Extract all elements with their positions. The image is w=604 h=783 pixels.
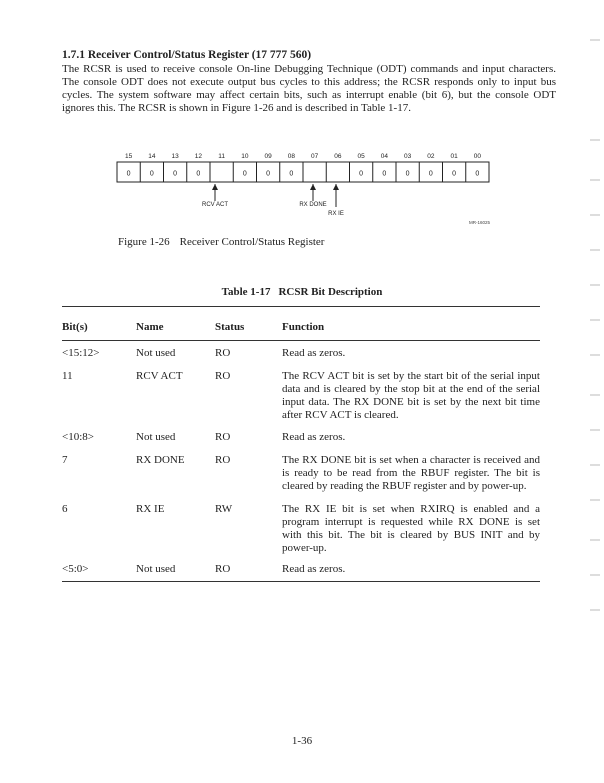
row-2-function: The RCV ACT bit is set by the start bit of the serial input data and is cleared by the stop bit at the end of the serial input data. The RX DONE bit is set by the next bit time after RCV ACT is cleared. <box>282 370 540 421</box>
bit-number-03: 03 <box>404 153 412 160</box>
row-3-function: Read as zeros. <box>282 431 346 443</box>
header-status: Status <box>215 321 245 333</box>
row-6-name: Not used <box>136 563 176 575</box>
row-5-status: RW <box>215 503 233 515</box>
row-1-name: Not used <box>136 347 176 359</box>
cell-value-bit-04: 0 <box>382 170 387 178</box>
bit-number-11: 11 <box>218 153 225 160</box>
header-name: Name <box>136 321 164 333</box>
rx-ie-label: RX IE <box>328 211 344 217</box>
header-bits: Bit(s) <box>62 321 88 333</box>
bit-number-10: 10 <box>241 153 249 160</box>
section-heading: 1.7.1 Receiver Control/Status Register (17 777 560) <box>62 49 312 61</box>
row-5-function: The RX IE bit is set when RXIRQ is enabled and a program interrupt is requested while RX DONE is set with this bit. The bit is cleared by BUS INIT and by power-up. <box>282 503 540 554</box>
bit-number-01: 01 <box>450 153 458 160</box>
bit-number-12: 12 <box>194 153 202 160</box>
row-3-bits: <10:8> <box>62 431 94 443</box>
figure-caption-number: Figure 1-26 <box>118 236 170 248</box>
figure-code: MR-16025 <box>468 220 490 225</box>
row-1-bits: <15:12> <box>62 347 100 359</box>
row-4-bits: 7 <box>62 454 68 466</box>
row-1-status: RO <box>215 347 231 359</box>
bit-number-09: 09 <box>264 153 272 160</box>
figure-caption-title: Receiver Control/Status Register <box>179 236 325 248</box>
cell-value-bit-09: 0 <box>266 170 271 178</box>
row-5-name: RX IE <box>136 503 165 515</box>
bit-number-07: 07 <box>311 153 319 160</box>
row-6-bits: <5:0> <box>62 563 89 575</box>
header-function: Function <box>282 321 325 333</box>
cell-value-bit-03: 0 <box>405 170 410 178</box>
bit-number-06: 06 <box>334 153 342 160</box>
cell-value-bit-13: 0 <box>173 170 178 178</box>
row-6-status: RO <box>215 563 231 575</box>
rx-done-label: RX DONE <box>299 202 327 208</box>
row-4-name: RX DONE <box>136 454 185 466</box>
bit-number-08: 08 <box>287 153 295 160</box>
cell-value-bit-02: 0 <box>428 170 433 178</box>
row-6-function: Read as zeros. <box>282 563 346 575</box>
bit-number-00: 00 <box>473 153 481 160</box>
row-2-bits: 11 <box>62 370 73 382</box>
table-number: Table 1-17 <box>221 286 271 298</box>
cell-value-bit-08: 0 <box>289 170 294 178</box>
row-1-function: Read as zeros. <box>282 347 346 359</box>
cell-value-bit-14: 0 <box>149 170 154 178</box>
page-number: 1-36 <box>291 735 313 747</box>
bit-number-14: 14 <box>148 153 156 160</box>
table-title-text: RCSR Bit Description <box>278 286 383 298</box>
row-5-bits: 6 <box>62 503 68 515</box>
bit-number-02: 02 <box>427 153 435 160</box>
cell-value-bit-01: 0 <box>452 170 457 178</box>
row-4-status: RO <box>215 454 231 466</box>
cell-value-bit-15: 0 <box>126 170 131 178</box>
cell-value-bit-12: 0 <box>196 170 201 178</box>
row-4-function: The RX DONE bit is set when a character is received and is ready to be read from the RBUF register. The bit is cleared by reading the RBUF register and by power-up. <box>282 454 540 492</box>
row-3-status: RO <box>215 431 231 443</box>
rcv-act-label: RCV ACT <box>201 202 229 208</box>
bit-number-13: 13 <box>171 153 179 160</box>
row-3-name: Not used <box>136 431 176 443</box>
cell-value-bit-05: 0 <box>359 170 364 178</box>
bit-number-15: 15 <box>125 153 133 160</box>
row-2-status: RO <box>215 370 231 382</box>
bit-number-05: 05 <box>357 153 365 160</box>
cell-value-bit-00: 0 <box>475 170 480 178</box>
bit-number-04: 04 <box>380 153 388 160</box>
row-2-name: RCV ACT <box>136 370 183 382</box>
section-intro: The RCSR is used to receive console On-line Debugging Technique (ODT) commands and input characters. The console ODT does not execute output bus cycles to this address; the RCSR responds only to input bus cycles. The system software may affect certain bits, such as interrupt enable (bit 6), but the console ODT ignores this. The RCSR is shown in Figure 1-26 and is described in Table 1-17. <box>62 63 556 114</box>
cell-value-bit-10: 0 <box>242 170 247 178</box>
